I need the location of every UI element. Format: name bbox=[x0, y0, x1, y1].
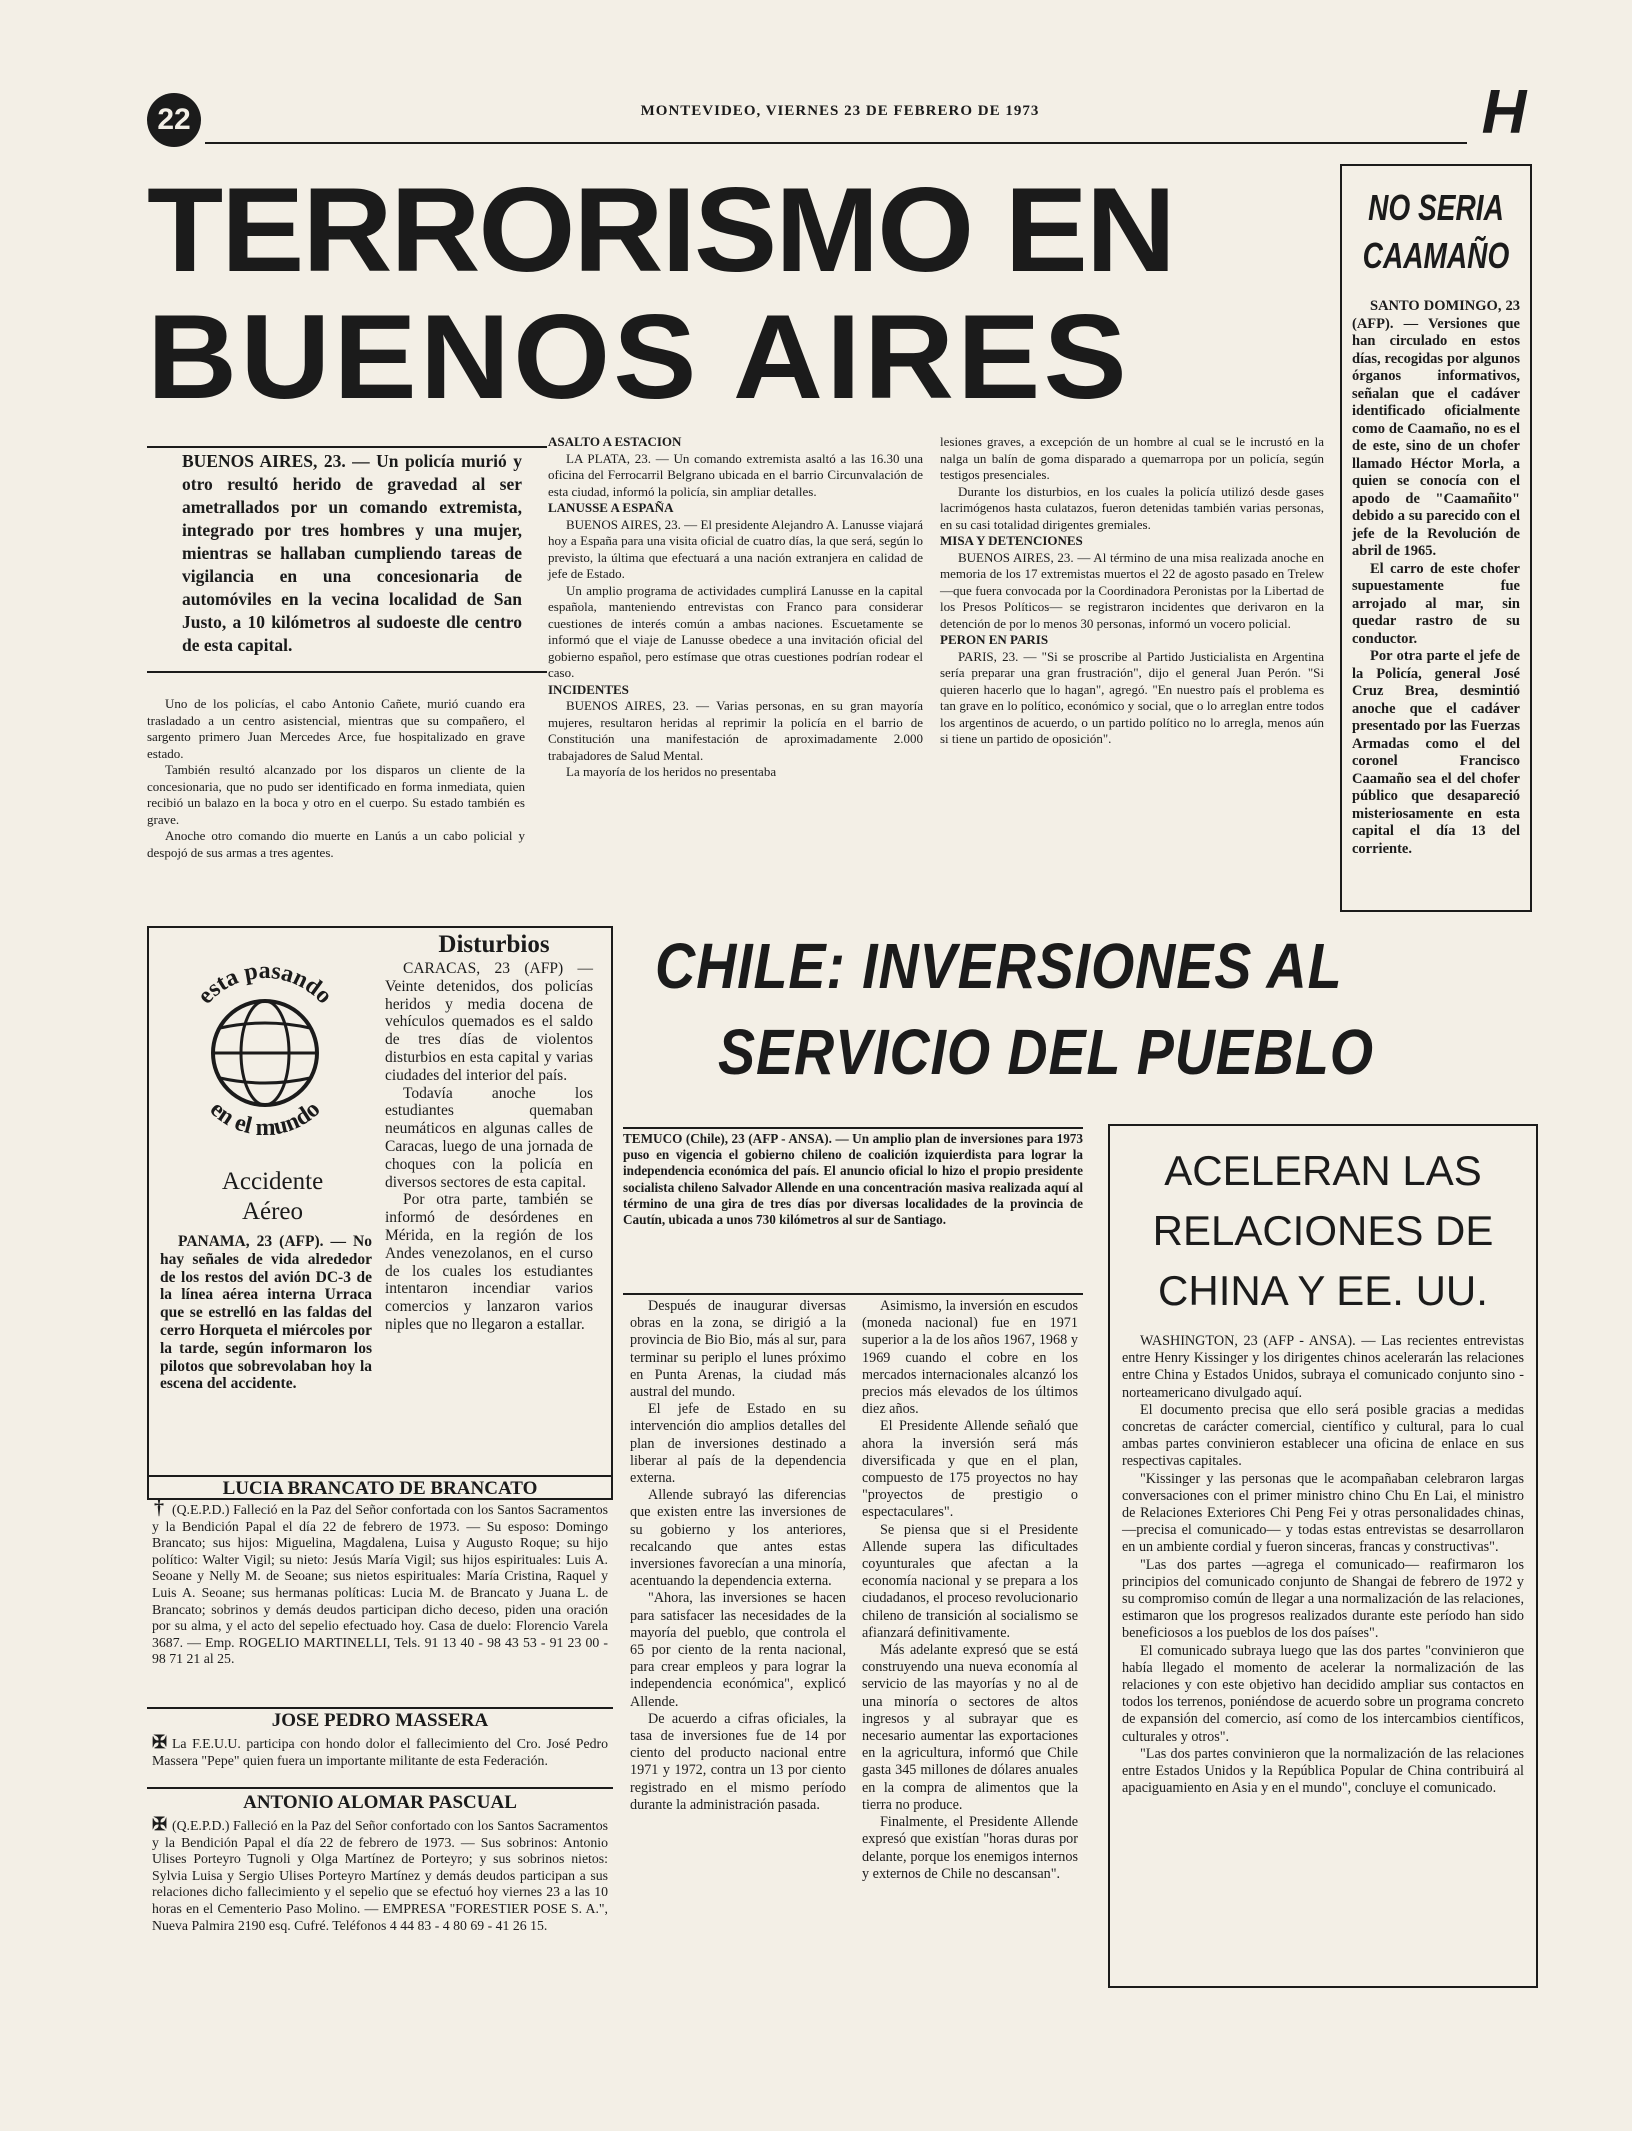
chile-lead-top-rule bbox=[623, 1127, 1083, 1129]
paragraph: El Presidente Allende señaló que ahora la inversión será más diversificada y que en el plan, compuesto de 175 proyectos no hay "proyectos de prestigio o espectaculares". bbox=[862, 1418, 1078, 1521]
chile-col2 bbox=[862, 1298, 1078, 1883]
chile-col1 bbox=[630, 1298, 846, 1814]
obituary-body: La F.E.U.U. participa con hondo dolor el fallecimiento del Cro. José Pedro Massera "Pepe" quien fuera un importante militante de esta Federación. bbox=[152, 1736, 608, 1768]
paragraph: Después de inaugurar diversas obras en la zona, se dirigió a la provincia de Bio Bio, más al sur, para terminar su periplo el lunes próximo en Punta Arenas, la ciudad más austral del mundo. bbox=[630, 1298, 846, 1401]
emblem-arc-bottom: en el mundo bbox=[204, 1096, 326, 1142]
cross-icon: ✠ bbox=[152, 1732, 168, 1752]
chile-headline-line2: SERVICIO DEL PUEBLO bbox=[718, 1016, 1374, 1088]
obituary-name: ANTONIO ALOMAR PASCUAL bbox=[243, 1792, 517, 1813]
page-number: 22 bbox=[157, 103, 191, 136]
obituary-separator bbox=[147, 1707, 613, 1709]
paragraph: WASHINGTON, 23 (AFP - ANSA). — Las recientes entrevistas entre Henry Kissinger y los dirigentes chinos acelerarán las relaciones entre China y Estados Unidos, subraya el comunicado conjunto sino - norteamericano divulgado aquí. bbox=[1122, 1333, 1524, 1401]
main-headline-line2: BUENOS AIRES bbox=[147, 290, 1130, 424]
paragraph: PARIS, 23. — "Si se proscribe al Partido Justicialista en Argentina sería preparar una gran frustración", dijo el general Juan Perón. "Si quieren hacerlo que lo hagan", agregó. "En nuestro país el problema es tan grave en lo político, económico y social, que o lo arreglan entre todos los argentinos de acuerdo, o un partido político no lo arregla, menos aún si tiene un partido de oposición". bbox=[940, 648, 1324, 746]
dateline: MONTEVIDEO, VIERNES 23 DE FEBRERO DE 1973 bbox=[640, 103, 1040, 119]
side-story-body bbox=[1352, 298, 1520, 858]
disturbios-title: Disturbios bbox=[438, 931, 550, 958]
accidente-body bbox=[160, 1233, 372, 1393]
paragraph: Durante los disturbios, en los cuales la policía utilizó desde gases lacrimógenos hasta culatazos, fueron detenidas también varias personas, en su casi totalidad dirigentes gremiales. bbox=[940, 483, 1324, 532]
paragraph: El comunicado subraya luego que las dos partes "convinieron que había llegado el momento de acelerar la normalización de las relaciones y con este objetivo han decidido ampliar sus contactos en todos los terrenos, poniéndose de acuerdo sobre un programa concreto de expansión del comercio, así como de los intercambios científicos, culturales y otros". bbox=[1122, 1642, 1524, 1745]
obituary-text bbox=[152, 1816, 608, 1934]
obituary-body: (Q.E.P.D.) Falleció en la Paz del Señor confortada con los Santos Sacramentos y la Bendición Papal el día 22 de febrero de 1973. — Su esposo: Domingo Brancato; sus hijos: Miguelina, Magdalena, Luisa y Augusto Roque; su hijo político: Walter Vigil; su nieto: Jesús María Vigil; sus hijos espirituales: Luis A. Seoane y Nelly M. de Seoane; sus nietos espirituales: María Cristina, Raquel y Luis A. Seoane; sus hermanas políticas: Lucia M. de Brancato y Juana L. de Brancato; sobrinos y demás deudos participan dicho deceso, piden una oración por su alma, y el acto del sepelio efectuado hoy. Casa de duelo: Florencio Varela 3687. — Emp. ROGELIO MARTINELLI, Tels. 91 13 40 - 98 43 53 - 91 23 00 - 98 71 21 al 25. bbox=[152, 1502, 608, 1667]
main-story-col2 bbox=[548, 434, 923, 781]
subhead: ASALTO A ESTACION bbox=[548, 434, 682, 449]
obituary-name: LUCIA BRANCATO DE BRANCATO bbox=[222, 1478, 538, 1499]
newspaper-logo: H bbox=[1481, 78, 1527, 147]
china-headline-line2: RELACIONES DE bbox=[1152, 1207, 1494, 1254]
paragraph: Allende subrayó las diferencias que existen entre las inversiones de su gobierno y los anteriores, recalcando que antes estas inversiones favorecían a una minoría, acentuando la dependencia externa. bbox=[630, 1487, 846, 1590]
header-rule bbox=[205, 142, 1467, 144]
paragraph: "Las dos partes convinieron que la normalización de las relaciones entre Estados Unidos y la República Popular de China contribuirá al apaciguamiento en Asia y en el mundo", concluye el comunicado. bbox=[1122, 1745, 1524, 1797]
paragraph: Más adelante expresó que se está construyendo una nueva economía al servicio de las mayorías y no al de una minoría o sectores de altos ingresos y al subrayar que es necesario aumentar las exportaciones en la agricultura, informó que Chile gasta 345 millones de dólares anuales en la compra de alimentos que la tierra no produce. bbox=[862, 1642, 1078, 1813]
cross-icon: † bbox=[154, 1497, 164, 1519]
side-story-headline-line1: NO SERIA bbox=[1368, 187, 1504, 228]
china-headline-line3: CHINA Y EE. UU. bbox=[1158, 1267, 1488, 1314]
paragraph: Por otra parte, también se informó de desórdenes en Mérida, en la región de los Andes venezolanos, en el curso de los cuales los estudiantes intentaron incendiar varios comercios y lanzaron varios niples que no llegaron a estallar. bbox=[385, 1191, 593, 1333]
paragraph: "Kissinger y las personas que le acompañaban celebraron largas conversaciones con el primer ministro chino Chu En Lai, el ministro de Relaciones Exteriores Chi Peng Fei y otras personalidades chinas, —precisa el comunicado— y todas estas entrevistas se desarrollaron en un ambiente cordial y fueron sinceras, francas y constructivas". bbox=[1122, 1470, 1524, 1556]
cross-icon: ✠ bbox=[152, 1814, 168, 1834]
main-story-lead: BUENOS AIRES, 23. — Un policía murió y otro resultó herido de gravedad al ser ametrallados por un comando extremista, integrado por tres hombres y una mujer, mientras se hallaban cumpliendo tareas de vigilancia en una concesionaria de automóviles en la vecina localidad de San Justo, a 10 kilómetros al sudoeste dle centro de esta capital. bbox=[182, 451, 522, 655]
paragraph: Uno de los policías, el cabo Antonio Cañete, murió cuando era trasladado a un centro asistencial, mientras que su compañero, el sargento primero Juan Mercedes Arce, fue hospitalizado en grave estado. bbox=[147, 696, 525, 761]
chile-headline-line1: CHILE: INVERSIONES AL bbox=[655, 930, 1343, 1002]
paragraph: Todavía anoche los estudiantes quemaban neumáticos en algunas calles de Caracas, luego de una jornada de choques con la policía en diversos sectores de esta capital. bbox=[385, 1084, 593, 1191]
paragraph: BUENOS AIRES, 23. — El presidente Alejandro A. Lanusse viajará hoy a España para una visita oficial de cuatro días, la que será, según lo previsto, la última que efectuará a una nación extranjera en calidad de jefe de Estado. bbox=[548, 516, 923, 581]
lead-bottom-rule bbox=[147, 671, 547, 673]
paragraph: Por otra parte el jefe de la Policía, general José Cruz Brea, desmintió anoche que el cadáver presentado por las Fuerzas Armadas como el del coronel Francisco Caamaño sea el del chofer público que desapareció misteriosamente en esta capital el día 13 del corriente. bbox=[1352, 648, 1520, 857]
main-story-body bbox=[147, 696, 525, 861]
subhead: LANUSSE A ESPAÑA bbox=[548, 500, 674, 515]
globe-emblem bbox=[160, 938, 370, 1148]
main-story-col3 bbox=[940, 434, 1324, 748]
paragraph: Un amplio programa de actividades cumplirá Lanusse en la capital española, manteniendo entrevistas con Franco para considerar cuestiones de interés común a ambas naciones. Escuetamente se informó que el viaje de Lanusse obedece a una invitación oficial del gobierno español, pero estímase que otras cuestiones podrían rodear el caso. bbox=[548, 582, 923, 680]
paragraph: El carro de este chofer supuestamente fue arrojado al mar, sin quedar rastro de su conductor. bbox=[1352, 560, 1520, 647]
paragraph: PANAMA, 23 (AFP). — No hay señales de vida alrededor de los restos del avión DC-3 de la línea aérea interna Urraca que se estrelló en las faldas del cerro Horqueta el miércoles por la tarde, según informaron los pilotos que sobrevolaban hoy la escena del accidente. bbox=[160, 1233, 372, 1393]
main-headline-line1: TERRORISMO EN bbox=[147, 163, 1174, 297]
paragraph: lesiones graves, a excepción de un hombre al cual se le incrustó en la nalga un balín de goma disparado a quemarropa por un policía, según testigos presenciales. bbox=[940, 434, 1324, 482]
chile-lead-bottom-rule bbox=[623, 1293, 1083, 1295]
china-headline-line1: ACELERAN LAS bbox=[1164, 1147, 1482, 1194]
obituary-text bbox=[152, 1734, 608, 1769]
paragraph: Asimismo, la inversión en escudos (moneda nacional) fue en 1971 superior a la de los años 1967, 1968 y 1969 cuando el cobre en los mercados internacionales alcanzó los precios más elevados de los últimos diez años. bbox=[862, 1298, 1078, 1418]
side-story-headline-line2: CAAMAÑO bbox=[1362, 235, 1510, 276]
accidente-title-line2: Aéreo bbox=[241, 1198, 304, 1225]
china-body bbox=[1122, 1333, 1524, 1797]
paragraph: De acuerdo a cifras oficiales, la tasa de inversiones fue de 14 por ciento del producto nacional entre 1971 y 1972, contra un 13 por ciento registrado en el mismo período durante la administración pasada. bbox=[630, 1710, 846, 1813]
subhead: INCIDENTES bbox=[548, 681, 629, 697]
lead-top-rule bbox=[147, 446, 547, 448]
paragraph: Se piensa que si el Presidente Allende supera las dificultades coyunturales que afectan a la economía nacional y se prepara a los ciudadanos, el proceso revolucionario chileno de transición al socialismo se afianzará definitivamente. bbox=[862, 1521, 1078, 1641]
paragraph: Finalmente, el Presidente Allende expresó que existían "horas duras por delante, porque los enemigos internos y externos de Chile no descansan". bbox=[862, 1814, 1078, 1882]
paragraph: El jefe de Estado en su intervención dio amplios detalles del plan de inversiones destinado a liberar al país de la dependencia externa. bbox=[630, 1401, 846, 1487]
subhead: PERON EN PARIS bbox=[940, 632, 1049, 647]
obituary-separator bbox=[147, 1787, 613, 1789]
paragraph: LA PLATA, 23. — Un comando extremista asaltó a las 16.30 una oficina del Ferrocarril Belgrano ubicada en el barrio Circunvalación de esta ciudad, informó la policía, sin ampliar detalles. bbox=[548, 450, 923, 499]
paragraph: BUENOS AIRES, 23. — Varias personas, en su gran mayoría mujeres, resultaron heridas al reprimir la policía en el barrio de Constitución una manifestación de aproximadamente 2.000 trabajadores de Salud Mental. bbox=[548, 698, 923, 763]
paragraph: El documento precisa que ello será posible gracias a medidas concretas de carácter comercial, científico y cultural, para lo cual ambas partes convinieron establecer una oficina de enlace en sus respectivas capitales. bbox=[1122, 1401, 1524, 1470]
paragraph: CARACAS, 23 (AFP) — Veinte detenidos, dos policías heridos y media docena de vehículos quemados es el saldo de tres días de violentos disturbios en esta capital y varias ciudades del interior del país. bbox=[385, 960, 593, 1084]
accidente-title-line1: Accidente bbox=[221, 1168, 324, 1195]
obituary-name: JOSE PEDRO MASSERA bbox=[271, 1710, 489, 1731]
obituary-text bbox=[152, 1497, 608, 1668]
chile-lead: TEMUCO (Chile), 23 (AFP - ANSA). — Un amplio plan de inversiones para 1973 puso en vigencia el gobierno chileno de coalición izquierdista para lograr la independencia económica del país. El anuncio oficial lo hizo el propio presidente socialista chileno Salvador Allende en una concentración masiva realizada aquí al término de una gira de tres días por diversas localidades de la provincia de Cautín, ubicada a unos 730 kilómetros al sur de Santiago. bbox=[623, 1131, 1083, 1228]
paragraph: "Las dos partes —agrega el comunicado— reafirmaron los principios del comunicado conjunto de Shangai de febrero de 1972 y su compromiso común de llegar a una normalización de las relaciones, estimaron que los progresos realizados durante este período han sido beneficiosos a los pueblos de los dos países". bbox=[1122, 1556, 1524, 1642]
paragraph: BUENOS AIRES, 23. — Al término de una misa realizada anoche en memoria de los 17 extremistas muertos el 22 de agosto pasado en Trelew —que fuera convocada por la Coordinadora Peronistas por la Libertad de los Presos Políticos— se registraron incidentes que derivaron en la detención de por lo menos 30 personas, informó un vocero policial. bbox=[940, 549, 1324, 631]
disturbios-body bbox=[385, 960, 593, 1334]
emblem-arc-top: esta pasando bbox=[192, 957, 338, 1010]
svg-text:en el mundo bbox=[205, 1096, 326, 1141]
obituary-body: (Q.E.P.D.) Falleció en la Paz del Señor confortado con los Santos Sacramentos y la Bendición Papal el día 22 de febrero de 1973. — Sus sobrinos: Antonio Ulises Porteyro Tugnoli y Olga Martínez de Porteyro; y sus sobrinos nietos: Sylvia Luisa y Sergio Ulises Porteyro Martínez y demás deudos participan a sus relaciones dicho fallecimiento y el sepelio que se efectuó hoy viernes 23 a las 10 horas en el Cementerio Paso Molino. — EMPRESA "FORESTIER POSE S. A.", Nueva Palmira 2190 esq. Cufré. Teléfonos 4 44 83 - 4 80 69 - 41 26 15. bbox=[152, 1818, 608, 1933]
obituaries-top-rule bbox=[147, 1475, 613, 1477]
page-number-badge bbox=[147, 93, 201, 147]
subhead: MISA Y DETENCIONES bbox=[940, 533, 1083, 548]
paragraph: "Ahora, las inversiones se hacen para satisfacer las necesidades de la mayoría del pueblo, que controla el 65 por ciento de la renta nacional, para crear empleos y para lograr la independencia económica", explicó Allende. bbox=[630, 1590, 846, 1710]
paragraph: SANTO DOMINGO, 23 (AFP). — Versiones que han circulado en estos días, recogidas por algunos órganos informativos, señalan que el cadáver identificado oficialmente como de Caamaño, no es el de este, sino de un chofer llamado Héctor Morla, a quien se conocía con el apodo de "Caamañito" debido a su parecido con el jefe de la Revolución de abril de 1965. bbox=[1352, 298, 1520, 559]
paragraph: También resultó alcanzado por los disparos un cliente de la concesionaria, que no pudo ser identificado en forma inmediata, quien recibió un balazo en la boca y otro en el cuerpo. Su estado también es grave. bbox=[147, 762, 525, 827]
globe-icon bbox=[160, 938, 370, 1148]
paragraph: La mayoría de los heridos no presentaba bbox=[566, 764, 777, 779]
paragraph: Anoche otro comando dio muerte en Lanús a un cabo policial y despojó de sus armas a tres agentes. bbox=[147, 828, 525, 860]
